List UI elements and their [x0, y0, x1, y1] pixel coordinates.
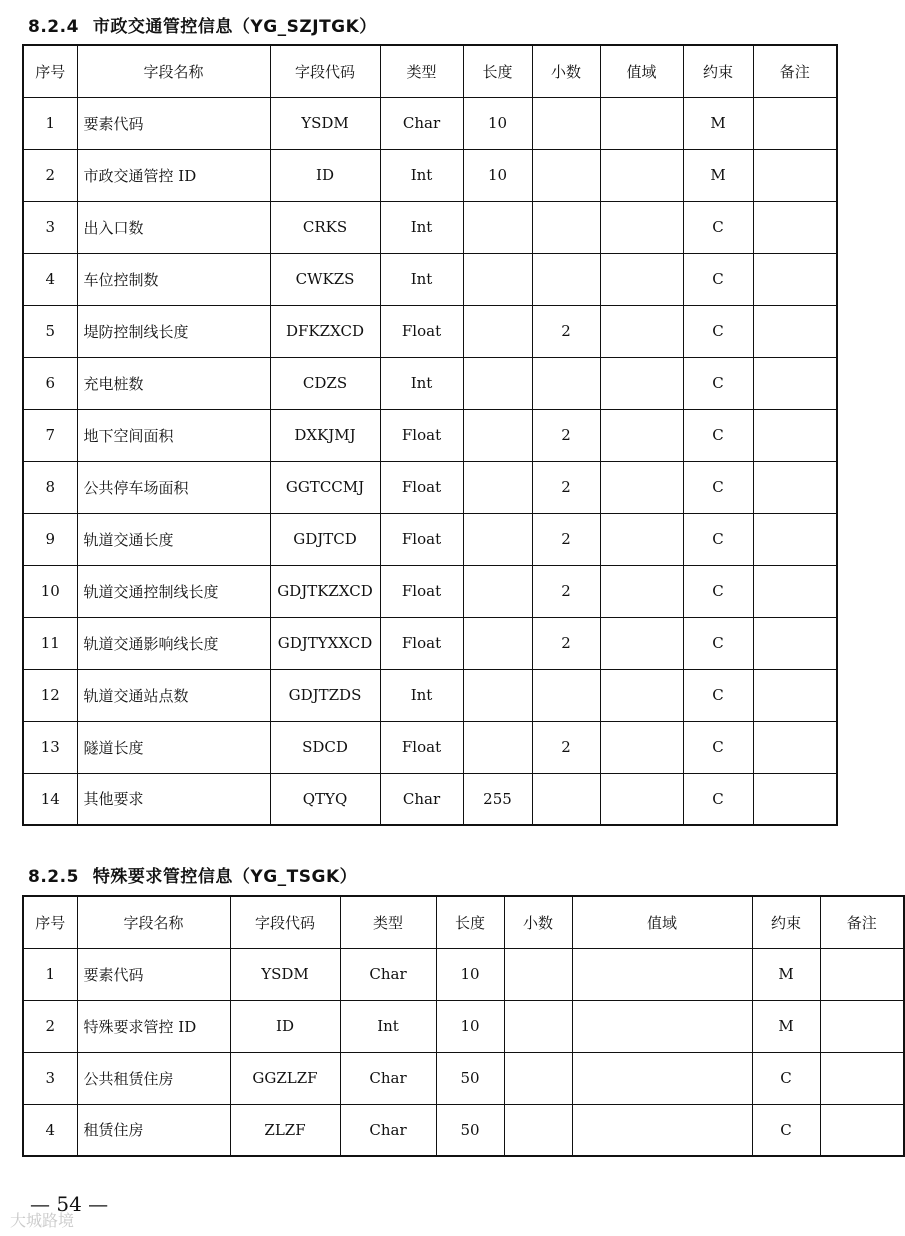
table-row — [23, 1000, 904, 1052]
section-heading-8-2-5 — [28, 862, 357, 887]
column-header: 类型 — [340, 896, 436, 948]
table-cell: C — [683, 201, 753, 253]
table-cell — [600, 357, 683, 409]
table-cell: 2 — [23, 1000, 77, 1052]
table-cell — [463, 409, 532, 461]
table-cell — [463, 721, 532, 773]
table-cell: 6 — [23, 357, 77, 409]
table-cell: Float — [380, 409, 463, 461]
table-cell: Char — [380, 97, 463, 149]
table-cell — [463, 253, 532, 305]
table-row — [23, 513, 837, 565]
table-cell — [753, 149, 837, 201]
table-cell: 4 — [23, 1104, 77, 1156]
table-cell: 充电桩数 — [77, 357, 270, 409]
column-header: 约束 — [683, 45, 753, 97]
column-header: 序号 — [23, 896, 77, 948]
table-row — [23, 773, 837, 825]
table-cell: 2 — [23, 149, 77, 201]
table-cell: 12 — [23, 669, 77, 721]
column-header: 值域 — [572, 896, 752, 948]
table-cell — [504, 948, 572, 1000]
table-cell — [532, 149, 600, 201]
section-number: 8.2.4 — [28, 17, 79, 37]
table-cell: 1 — [23, 97, 77, 149]
table-cell — [463, 305, 532, 357]
table-cell: 2 — [532, 513, 600, 565]
table-cell: C — [683, 357, 753, 409]
table-cell — [504, 1104, 572, 1156]
table-cell — [600, 253, 683, 305]
table-cell — [600, 773, 683, 825]
table-row — [23, 97, 837, 149]
table-cell — [532, 253, 600, 305]
table-cell: C — [752, 1052, 820, 1104]
table-cell: Int — [380, 253, 463, 305]
table-cell: YSDM — [230, 948, 340, 1000]
table-cell — [753, 409, 837, 461]
table-cell — [572, 948, 752, 1000]
table-cell — [753, 253, 837, 305]
table-cell: 5 — [23, 305, 77, 357]
table-cell: 公共停车场面积 — [77, 461, 270, 513]
table-cell — [600, 721, 683, 773]
table-cell: 2 — [532, 721, 600, 773]
table-cell: 14 — [23, 773, 77, 825]
column-header: 序号 — [23, 45, 77, 97]
table-cell — [463, 513, 532, 565]
section-heading-8-2-4 — [28, 12, 377, 37]
column-header: 小数 — [532, 45, 600, 97]
table-cell: 2 — [532, 461, 600, 513]
table-cell: C — [683, 513, 753, 565]
column-header: 长度 — [436, 896, 504, 948]
section-number: 8.2.5 — [28, 867, 79, 887]
table-cell: 4 — [23, 253, 77, 305]
table-cell — [753, 721, 837, 773]
table-row — [23, 201, 837, 253]
table-cell: M — [683, 149, 753, 201]
table-cell: 轨道交通站点数 — [77, 669, 270, 721]
table-cell: M — [752, 1000, 820, 1052]
table-cell: Char — [340, 1052, 436, 1104]
table-cell: C — [683, 773, 753, 825]
table-cell: ID — [270, 149, 380, 201]
table-cell: Int — [380, 669, 463, 721]
table-cell: GDJTYXXCD — [270, 617, 380, 669]
table-cell: 50 — [436, 1104, 504, 1156]
table-cell — [463, 617, 532, 669]
table-cell — [572, 1052, 752, 1104]
table-cell — [600, 461, 683, 513]
table-cell — [532, 669, 600, 721]
table-cell — [820, 1000, 904, 1052]
table-cell: 2 — [532, 617, 600, 669]
table-cell — [572, 1000, 752, 1052]
table-cell: Float — [380, 617, 463, 669]
table-row — [23, 721, 837, 773]
table-cell — [504, 1000, 572, 1052]
table-cell — [753, 617, 837, 669]
table-cell: 要素代码 — [77, 97, 270, 149]
table-cell: C — [683, 305, 753, 357]
table-cell: Int — [380, 201, 463, 253]
table-cell: GGZLZF — [230, 1052, 340, 1104]
table-cell: 市政交通管控 ID — [77, 149, 270, 201]
table-cell — [463, 669, 532, 721]
table-cell: DXKJMJ — [270, 409, 380, 461]
table-cell — [463, 565, 532, 617]
watermark-text: 大城路境 — [10, 1211, 75, 1230]
table-cell — [820, 948, 904, 1000]
table-cell — [600, 305, 683, 357]
table-cell: CDZS — [270, 357, 380, 409]
table-cell — [600, 617, 683, 669]
table-cell: GDJTCD — [270, 513, 380, 565]
table-cell: GGTCCMJ — [270, 461, 380, 513]
column-header: 字段代码 — [270, 45, 380, 97]
table-cell: 10 — [436, 948, 504, 1000]
table-cell: M — [683, 97, 753, 149]
section-title-text: 市政交通管控信息（YG_SZJTGK） — [92, 17, 377, 37]
table-cell: GDJTZDS — [270, 669, 380, 721]
table-cell — [600, 565, 683, 617]
table-cell: 10 — [463, 97, 532, 149]
table-cell: 13 — [23, 721, 77, 773]
table-cell: 9 — [23, 513, 77, 565]
table-cell: Float — [380, 461, 463, 513]
table-cell: C — [683, 461, 753, 513]
table-cell: 10 — [436, 1000, 504, 1052]
table-cell: 出入口数 — [77, 201, 270, 253]
table-cell: 10 — [463, 149, 532, 201]
table-cell: 1 — [23, 948, 77, 1000]
table-row — [23, 409, 837, 461]
column-header: 备注 — [820, 896, 904, 948]
column-header: 字段名称 — [77, 45, 270, 97]
column-header: 约束 — [752, 896, 820, 948]
column-header: 字段名称 — [77, 896, 230, 948]
table-cell: SDCD — [270, 721, 380, 773]
column-header: 类型 — [380, 45, 463, 97]
table-cell: 255 — [463, 773, 532, 825]
table-cell — [753, 305, 837, 357]
column-header: 字段代码 — [230, 896, 340, 948]
table-cell: DFKZXCD — [270, 305, 380, 357]
table-row — [23, 357, 837, 409]
table-cell: Float — [380, 513, 463, 565]
table-cell: M — [752, 948, 820, 1000]
table-cell — [820, 1052, 904, 1104]
table-cell: Float — [380, 565, 463, 617]
table-cell — [753, 669, 837, 721]
table-cell — [572, 1104, 752, 1156]
table-cell: QTYQ — [270, 773, 380, 825]
table-row — [23, 617, 837, 669]
table-cell: 3 — [23, 1052, 77, 1104]
table-cell: Int — [340, 1000, 436, 1052]
table-cell: 轨道交通长度 — [77, 513, 270, 565]
table-cell: CRKS — [270, 201, 380, 253]
table-cell — [753, 773, 837, 825]
table-cell: 10 — [23, 565, 77, 617]
table-cell: C — [683, 253, 753, 305]
table-cell — [820, 1104, 904, 1156]
table-cell — [753, 565, 837, 617]
section-title-text: 特殊要求管控信息（YG_TSGK） — [92, 867, 358, 887]
table-cell — [532, 773, 600, 825]
table-row — [23, 669, 837, 721]
table-cell — [463, 357, 532, 409]
table-cell: GDJTKZXCD — [270, 565, 380, 617]
table-cell: 2 — [532, 305, 600, 357]
table-cell: CWKZS — [270, 253, 380, 305]
table-cell — [600, 201, 683, 253]
table-cell: 隧道长度 — [77, 721, 270, 773]
table-cell — [504, 1052, 572, 1104]
table-cell — [600, 149, 683, 201]
table-cell: 地下空间面积 — [77, 409, 270, 461]
table-cell: 要素代码 — [77, 948, 230, 1000]
table-cell: Int — [380, 149, 463, 201]
table-cell: 租赁住房 — [77, 1104, 230, 1156]
header-row — [23, 896, 904, 948]
table-cell: Char — [340, 948, 436, 1000]
table-cell: 其他要求 — [77, 773, 270, 825]
table-row — [23, 149, 837, 201]
table-cell: 3 — [23, 201, 77, 253]
table-cell — [532, 97, 600, 149]
table-cell: 2 — [532, 409, 600, 461]
header-row — [23, 45, 837, 97]
table-cell — [753, 201, 837, 253]
column-header: 备注 — [753, 45, 837, 97]
table-cell: C — [683, 617, 753, 669]
table-cell — [753, 461, 837, 513]
table-cell — [753, 513, 837, 565]
table-cell: 50 — [436, 1052, 504, 1104]
column-header: 值域 — [600, 45, 683, 97]
page-number: — 54 — — [30, 1192, 109, 1216]
table-cell: Char — [340, 1104, 436, 1156]
table-row — [23, 948, 904, 1000]
table-cell — [600, 513, 683, 565]
column-header: 小数 — [504, 896, 572, 948]
table-cell: 7 — [23, 409, 77, 461]
table-cell — [463, 201, 532, 253]
column-header: 长度 — [463, 45, 532, 97]
table-cell: 2 — [532, 565, 600, 617]
table-cell: 堤防控制线长度 — [77, 305, 270, 357]
table-cell: Float — [380, 305, 463, 357]
table-cell: 车位控制数 — [77, 253, 270, 305]
table-cell: 轨道交通控制线长度 — [77, 565, 270, 617]
table-cell: C — [752, 1104, 820, 1156]
table-cell — [600, 409, 683, 461]
table-cell: 8 — [23, 461, 77, 513]
table-row — [23, 253, 837, 305]
table-cell: Char — [380, 773, 463, 825]
table-row — [23, 461, 837, 513]
table-cell: ID — [230, 1000, 340, 1052]
table-cell — [463, 461, 532, 513]
table-cell: 公共租赁住房 — [77, 1052, 230, 1104]
table-cell: C — [683, 409, 753, 461]
table-row — [23, 565, 837, 617]
table-cell: Int — [380, 357, 463, 409]
table-cell — [753, 97, 837, 149]
table-row — [23, 305, 837, 357]
field-table-szjtgk — [22, 44, 838, 826]
table-cell: ZLZF — [230, 1104, 340, 1156]
table-cell: C — [683, 565, 753, 617]
table-cell: C — [683, 669, 753, 721]
table-row — [23, 1104, 904, 1156]
table-cell: 11 — [23, 617, 77, 669]
table-cell — [600, 97, 683, 149]
table-cell — [532, 357, 600, 409]
table-cell: 轨道交通影响线长度 — [77, 617, 270, 669]
table-row — [23, 1052, 904, 1104]
table-cell — [600, 669, 683, 721]
table-cell — [753, 357, 837, 409]
table-cell: 特殊要求管控 ID — [77, 1000, 230, 1052]
table-cell: Float — [380, 721, 463, 773]
table-cell — [532, 201, 600, 253]
table-cell: C — [683, 721, 753, 773]
field-table-tsgk — [22, 895, 905, 1157]
table-cell: YSDM — [270, 97, 380, 149]
